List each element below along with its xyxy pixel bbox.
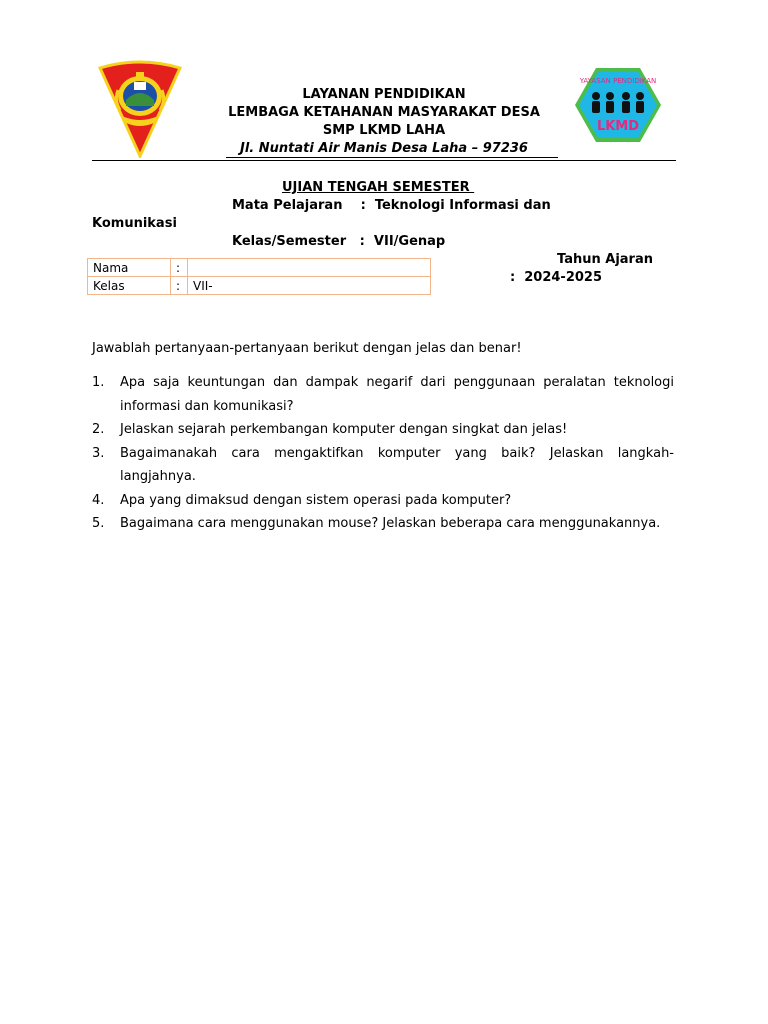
letterhead: [200, 86, 568, 158]
foundation-logo-text: YAYASAN PENDIDIKAN: [579, 77, 657, 85]
name-colon: :: [171, 259, 188, 277]
list-item: [92, 512, 674, 536]
question-text: Apa yang dimaksud dengan sistem operasi pada komputer?: [120, 492, 512, 508]
question-number: 1.: [92, 375, 105, 390]
class-field[interactable]: VII-: [188, 277, 431, 295]
address-underline: [226, 157, 558, 158]
academic-year-label: Tahun Ajaran: [557, 252, 653, 267]
student-identity-table: [87, 258, 431, 295]
regional-emblem-logo: [96, 60, 184, 158]
question-list: [92, 371, 674, 536]
subject-line-wrap: Komunikasi: [92, 216, 177, 231]
class-label: Kelas: [88, 277, 171, 295]
class-colon: :: [171, 277, 188, 295]
question-number: 4.: [92, 492, 105, 508]
exam-title: UJIAN TENGAH SEMESTER: [282, 180, 475, 195]
letterhead-line-3: SMP LKMD LAHA: [322, 123, 446, 138]
list-item: [92, 418, 674, 442]
letterhead-line-2: LEMBAGA KETAHANAN MASYARAKAT DESA: [228, 105, 540, 120]
letterhead-address: Jl. Nuntati Air Manis Desa Laha – 97236: [240, 141, 528, 156]
academic-year-value: : 2024-2025: [510, 270, 603, 285]
foundation-logo: [574, 66, 662, 144]
question-number: 5.: [92, 516, 105, 531]
question-number: 2.: [92, 422, 105, 437]
foundation-logo-name: LKMD: [596, 119, 640, 134]
table-row: [88, 277, 431, 295]
class-semester-line: Kelas/Semester : VII/Genap: [232, 234, 446, 249]
name-label: Nama: [88, 259, 171, 277]
table-row: [88, 259, 431, 277]
list-item: [92, 442, 674, 489]
subject-line: Mata Pelajaran : Teknologi Informasi dan: [232, 198, 551, 213]
question-number: 3.: [92, 445, 105, 461]
instruction-text: Jawablah pertanyaan-pertanyaan berikut dengan jelas dan benar!: [92, 341, 522, 356]
letterhead-line-1: LAYANAN PENDIDIKAN: [302, 87, 466, 102]
list-item: [92, 489, 674, 513]
question-text: Jelaskan sejarah perkembangan komputer dengan singkat dan jelas!: [120, 422, 568, 437]
question-text: Bagaimana cara menggunakan mouse? Jelaskan beberapa cara menggunakannya.: [120, 516, 661, 531]
question-text: Apa saja keuntungan dan dampak negarif dari penggunaan peralatan teknologi informasi dan komunikasi?: [120, 375, 674, 414]
name-field[interactable]: [188, 259, 431, 277]
letterhead-divider: [92, 160, 676, 161]
list-item: [92, 371, 674, 418]
question-text: Bagaimanakah cara mengaktifkan komputer yang baik? Jelaskan langkah-langjahnya.: [120, 445, 674, 484]
